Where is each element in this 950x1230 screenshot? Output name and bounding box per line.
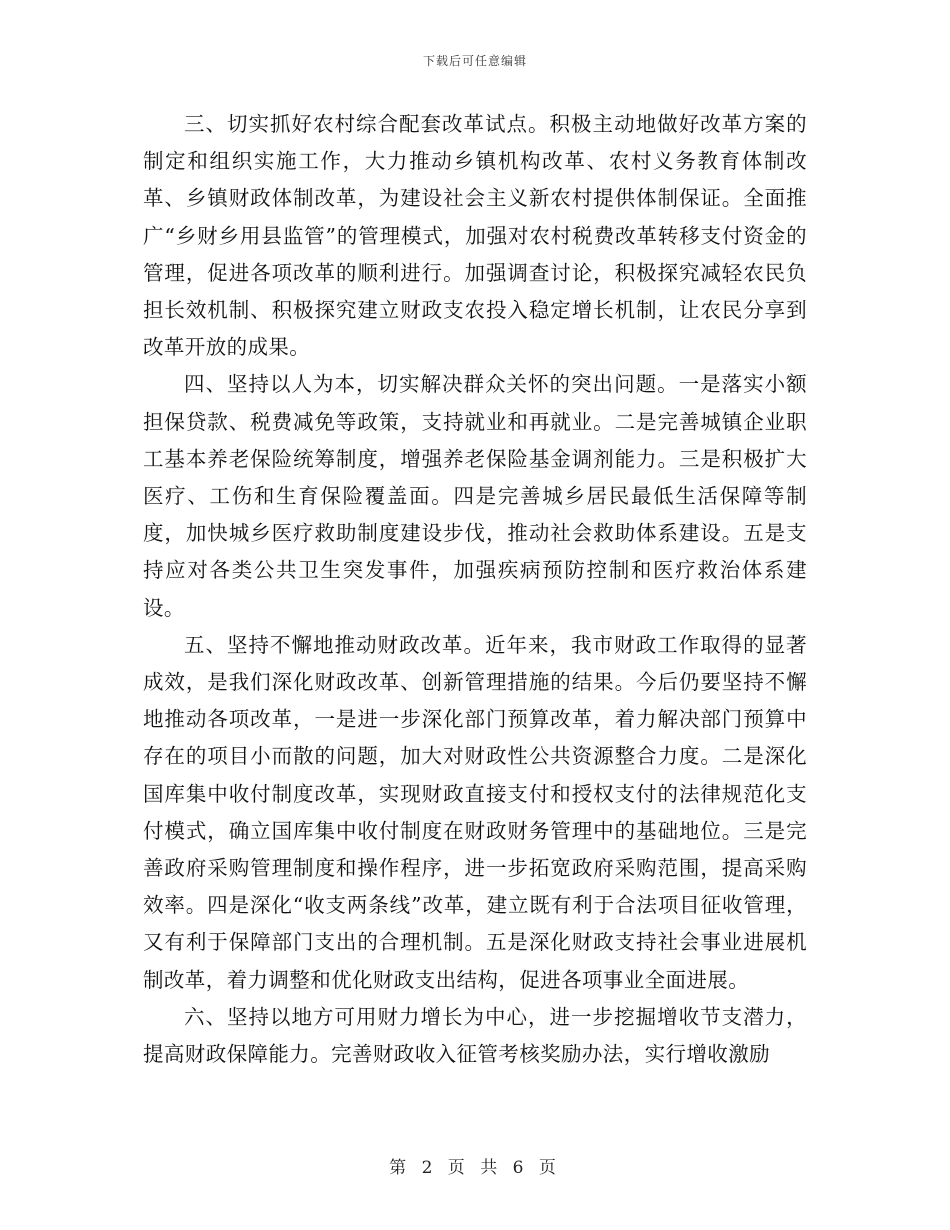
paragraph-5: 五、坚持不懈地推动财政改革。近年来，我市财政工作取得的显著成效，是我们深化财政改革、创新管理措施的结果。今后仍要坚持不懈地推动各项改革，一是进一步深化部门预算改革，着力解决部门预算中存在的项目小而散的问题，加大对财政性公共资源整合力度。二是深化国库集中收付制度改革，实现财政直接支付和授权支付的法律规范化支付模式，确立国库集中收付制度在财政财务管理中的基础地位。三是完善政府采购管理制度和操作程序，进一步拓宽政府采购范围，提高采购效率。四是深化“收支两条线”改革，建立既有利于合法项目征收管理，又有利于保障部门支出的合理机制。五是深化财政支持社会事业进展机制改革，着力调整和优化财政支出结构，促进各项事业全面进展。 bbox=[143, 632, 807, 992]
paragraph-6: 六、坚持以地方可用财力增长为中心，进一步挖掘增收节支潜力，提高财政保障能力。完善财政收入征管考核奖励办法，实行增收激励 bbox=[143, 1004, 807, 1067]
page-footer: 第 2 页 共 6 页 bbox=[389, 1158, 561, 1178]
paragraph-3: 三、切实抓好农村综合配套改革试点。积极主动地做好改革方案的制定和组织实施工作，大力推动乡镇机构改革、农村义务教育体制改革、乡镇财政体制改革，为建设社会主义新农村提供体制保证。全面推广“乡财乡用县监管”的管理模式，加强对农村税费改革转移支付资金的管理，促进各项改革的顺利进行。加强调查讨论，积极探究减轻农民负担长效机制、积极探究建立财政支农投入稳定增长机制，让农民分享到改革开放的成果。 bbox=[143, 112, 807, 360]
paragraph-4: 四、坚持以人为本，切实解决群众关怀的突出问题。一是落实小额担保贷款、税费减免等政策，支持就业和再就业。二是完善城镇企业职工基本养老保险统筹制度，增强养老保险基金调剂能力。三是积极扩大医疗、工伤和生育保险覆盖面。四是完善城乡居民最低生活保障等制度，加快城乡医疗救助制度建设步伐，推动社会救助体系建设。五是支持应对各类公共卫生突发事件，加强疾病预防控制和医疗救治体系建设。 bbox=[143, 372, 807, 620]
document-body bbox=[143, 106, 807, 1073]
page-header: 下载后可任意编辑 bbox=[422, 54, 527, 68]
